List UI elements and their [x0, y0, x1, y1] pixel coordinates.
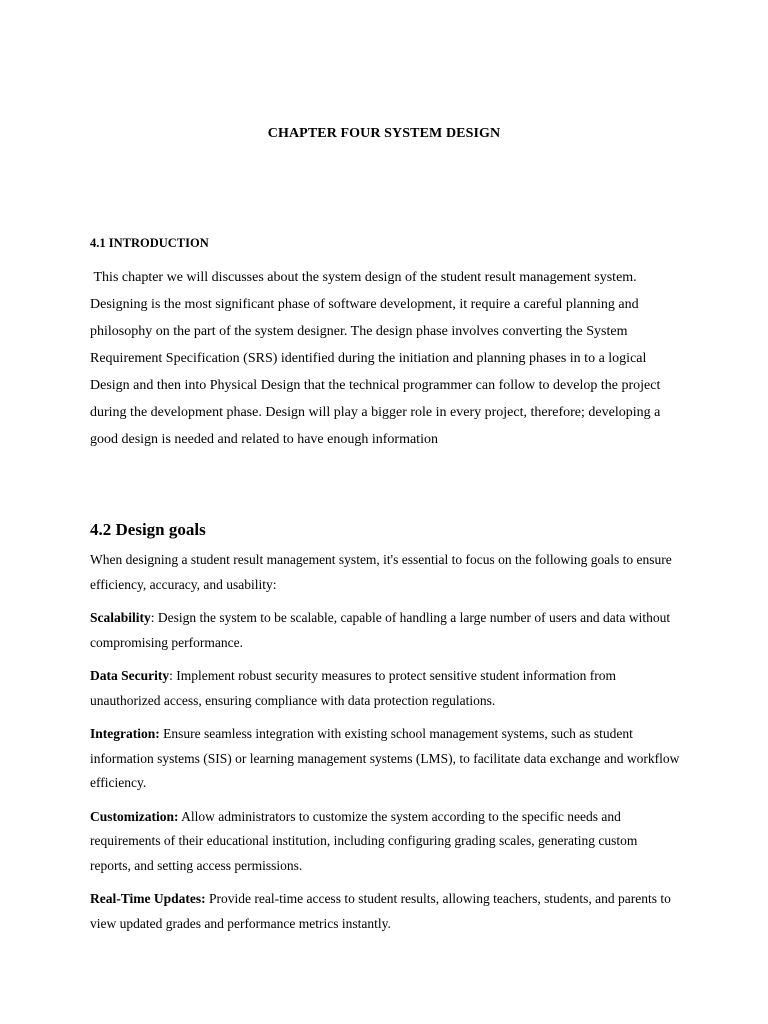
goal-item-scalability	[90, 606, 680, 655]
goal-item-real-time-updates	[90, 887, 680, 936]
goal-term: Real-Time Updates:	[90, 891, 206, 906]
design-goals-heading: 4.2 Design goals	[90, 520, 206, 539]
design-goals-body	[90, 548, 680, 945]
chapter-title: CHAPTER FOUR SYSTEM DESIGN	[267, 126, 501, 141]
goal-text: Allow administrators to customize the system according to the specific needs and requirements of their educational institution, including configuring grading scales, generating custom reports, and setting access permissions.	[90, 808, 638, 873]
goal-item-integration	[90, 722, 680, 796]
goal-text: : Implement robust security measures to protect sensitive student information from unauthorized access, ensuring compliance with data protection regulations.	[90, 668, 617, 708]
goal-item-customization	[90, 805, 680, 879]
intro-paragraph: This chapter we will discusses about the system design of the student result management system. Designing is the most significant phase of software development, it require a careful planning and philosophy on the part of the system designer. The design phase involves converting the System Requirement Specification (SRS) identified during the initiation and planning phases in to a logical Design and then into Physical Design that the technical programmer can follow to develop the project during the development phase. Design will play a bigger role in every project, therefore; developing a good design is needed and related to have enough information	[90, 270, 664, 447]
design-goals-lead: When designing a student result management system, it's essential to focus on the following goals to ensure efficiency, accuracy, and usability:	[90, 552, 672, 592]
goal-text: : Design the system to be scalable, capable of handling a large number of users and data without compromising performance.	[90, 610, 671, 650]
goal-item-data-security	[90, 664, 680, 713]
goal-text: Ensure seamless integration with existing school management systems, such as student information systems (SIS) or learning management systems (LMS), to facilitate data exchange and workflow efficiency.	[90, 726, 680, 790]
goal-term: Customization:	[90, 808, 179, 824]
goal-term: Scalability	[90, 610, 151, 625]
goal-term: Integration:	[90, 726, 160, 741]
goal-text: Provide real-time access to student results, allowing teachers, students, and parents to view updated grades and performance metrics instantly.	[90, 891, 671, 931]
goal-term: Data Security	[90, 668, 170, 683]
intro-heading: 4.1 INTRODUCTION	[90, 236, 209, 250]
